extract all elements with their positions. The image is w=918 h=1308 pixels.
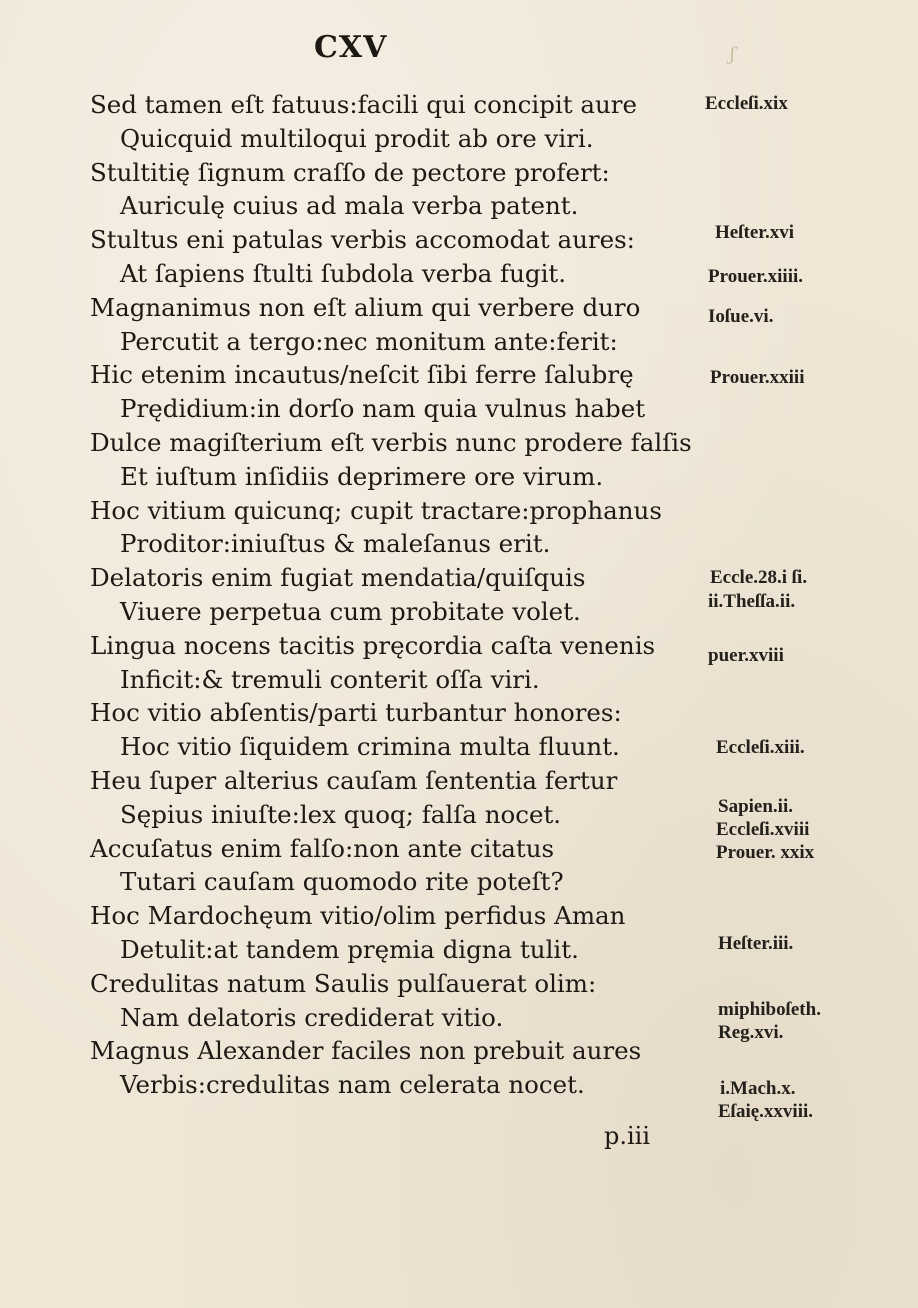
verse-line: Lingua nocens tacitis pręcordia caſta venenis bbox=[90, 630, 656, 660]
margin-note: miphiboſeth. bbox=[718, 999, 821, 1020]
margin-note: Eccleſi.xviii bbox=[716, 819, 810, 840]
margin-note: Heſter.iii. bbox=[718, 933, 794, 954]
margin-note: puer.xviii bbox=[708, 645, 784, 666]
verse-line: Inficit:& tremuli conterit oſſa viri. bbox=[120, 664, 540, 694]
margin-note: ii.Theſſa.ii. bbox=[708, 591, 796, 612]
verse-line: Hoc vitium quicunq; cupit tractare:prophanus bbox=[90, 495, 662, 525]
verse-line: Dulce magiſterium eſt verbis nunc prodere falſis bbox=[90, 427, 692, 457]
margin-note: Ioſue.vi. bbox=[708, 306, 774, 327]
verse-line: Viuere perpetua cum probitate volet. bbox=[120, 596, 581, 626]
verse-line: Heu ſuper alterius cauſam ſententia fertur bbox=[90, 765, 618, 795]
margin-note: Heſter.xvi bbox=[715, 222, 794, 243]
margin-note: Eccleſi.xiii. bbox=[716, 737, 805, 758]
verse-line: Stultitię ſignum craſſo de pectore profert: bbox=[90, 157, 610, 187]
verse-line: Nam delatoris crediderat vitio. bbox=[120, 1002, 504, 1032]
verse-line: Stultus eni patulas verbis accomodat aures: bbox=[90, 225, 635, 255]
margin-note: Eccle.28.i ſi. bbox=[710, 567, 808, 588]
verse-line: Tutari cauſam quomodo rite poteſt? bbox=[120, 867, 564, 897]
verse-line: At ſapiens ſtulti ſubdola verba fugit. bbox=[120, 258, 567, 288]
verse-line: Magnanimus non eſt alium qui verbere duro bbox=[90, 292, 641, 322]
verse-line: Et iuſtum inſidiis deprimere ore virum. bbox=[120, 461, 604, 491]
faint-ink-mark: ʃ bbox=[730, 44, 735, 65]
verse-line: Percutit a tergo:nec monitum ante:ferit: bbox=[120, 326, 618, 356]
verse-column bbox=[90, 88, 710, 1102]
verse-line: Sed tamen eſt fatuus:facili qui concipit aure bbox=[90, 90, 637, 119]
verse-line: Hoc vitio ſiquidem crimina multa fluunt. bbox=[120, 732, 620, 762]
verse-line: Detulit:at tandem pręmia digna tulit. bbox=[120, 934, 579, 964]
margin-note: i.Mach.x. bbox=[720, 1078, 796, 1099]
verse-line: Hoc Mardochęum vitio/olim perfidus Aman bbox=[90, 901, 626, 931]
verse-line: Accuſatus enim falſo:non ante citatus bbox=[90, 833, 555, 863]
margin-note: Sapien.ii. bbox=[718, 796, 793, 817]
verse-line: Hoc vitio abſentis/parti turbantur honores: bbox=[90, 698, 622, 728]
verse-line: Credulitas natum Saulis pulſauerat olim: bbox=[90, 968, 597, 998]
verse-line: Delatoris enim fugiat mendatia/quiſquis bbox=[90, 563, 586, 593]
margin-note: Prouer.xiiii. bbox=[708, 266, 803, 287]
verse-line: Auriculę cuius ad mala verba patent. bbox=[120, 191, 579, 221]
margin-note: Prouer.xxiii bbox=[710, 367, 805, 388]
verse-line: Hic etenim incautus/neſcit ſibi ferre ſalubrę bbox=[90, 360, 634, 390]
signature-mark: p.iii bbox=[604, 1122, 651, 1150]
margin-note: Eſaię.xxviii. bbox=[718, 1101, 813, 1122]
verse-line: Verbis:credulitas nam celerata nocet. bbox=[120, 1070, 585, 1100]
verse-line: Magnus Alexander faciles non prebuit aures bbox=[90, 1036, 642, 1066]
folio-number: CXV bbox=[314, 30, 388, 65]
verse-line: Prędidium:in dorſo nam quia vulnus habet bbox=[120, 394, 646, 424]
margin-note: Prouer. xxix bbox=[716, 842, 815, 863]
verse-line: Quicquid multiloqui prodit ab ore viri. bbox=[120, 123, 594, 153]
margin-note: Reg.xvi. bbox=[718, 1022, 784, 1043]
margin-note: Eccleſi.xix bbox=[705, 93, 788, 114]
verse-line: Sępius iniuſte:lex quoq; falſa nocet. bbox=[120, 799, 562, 829]
verse-line: Proditor:iniuſtus & maleſanus erit. bbox=[120, 529, 551, 559]
